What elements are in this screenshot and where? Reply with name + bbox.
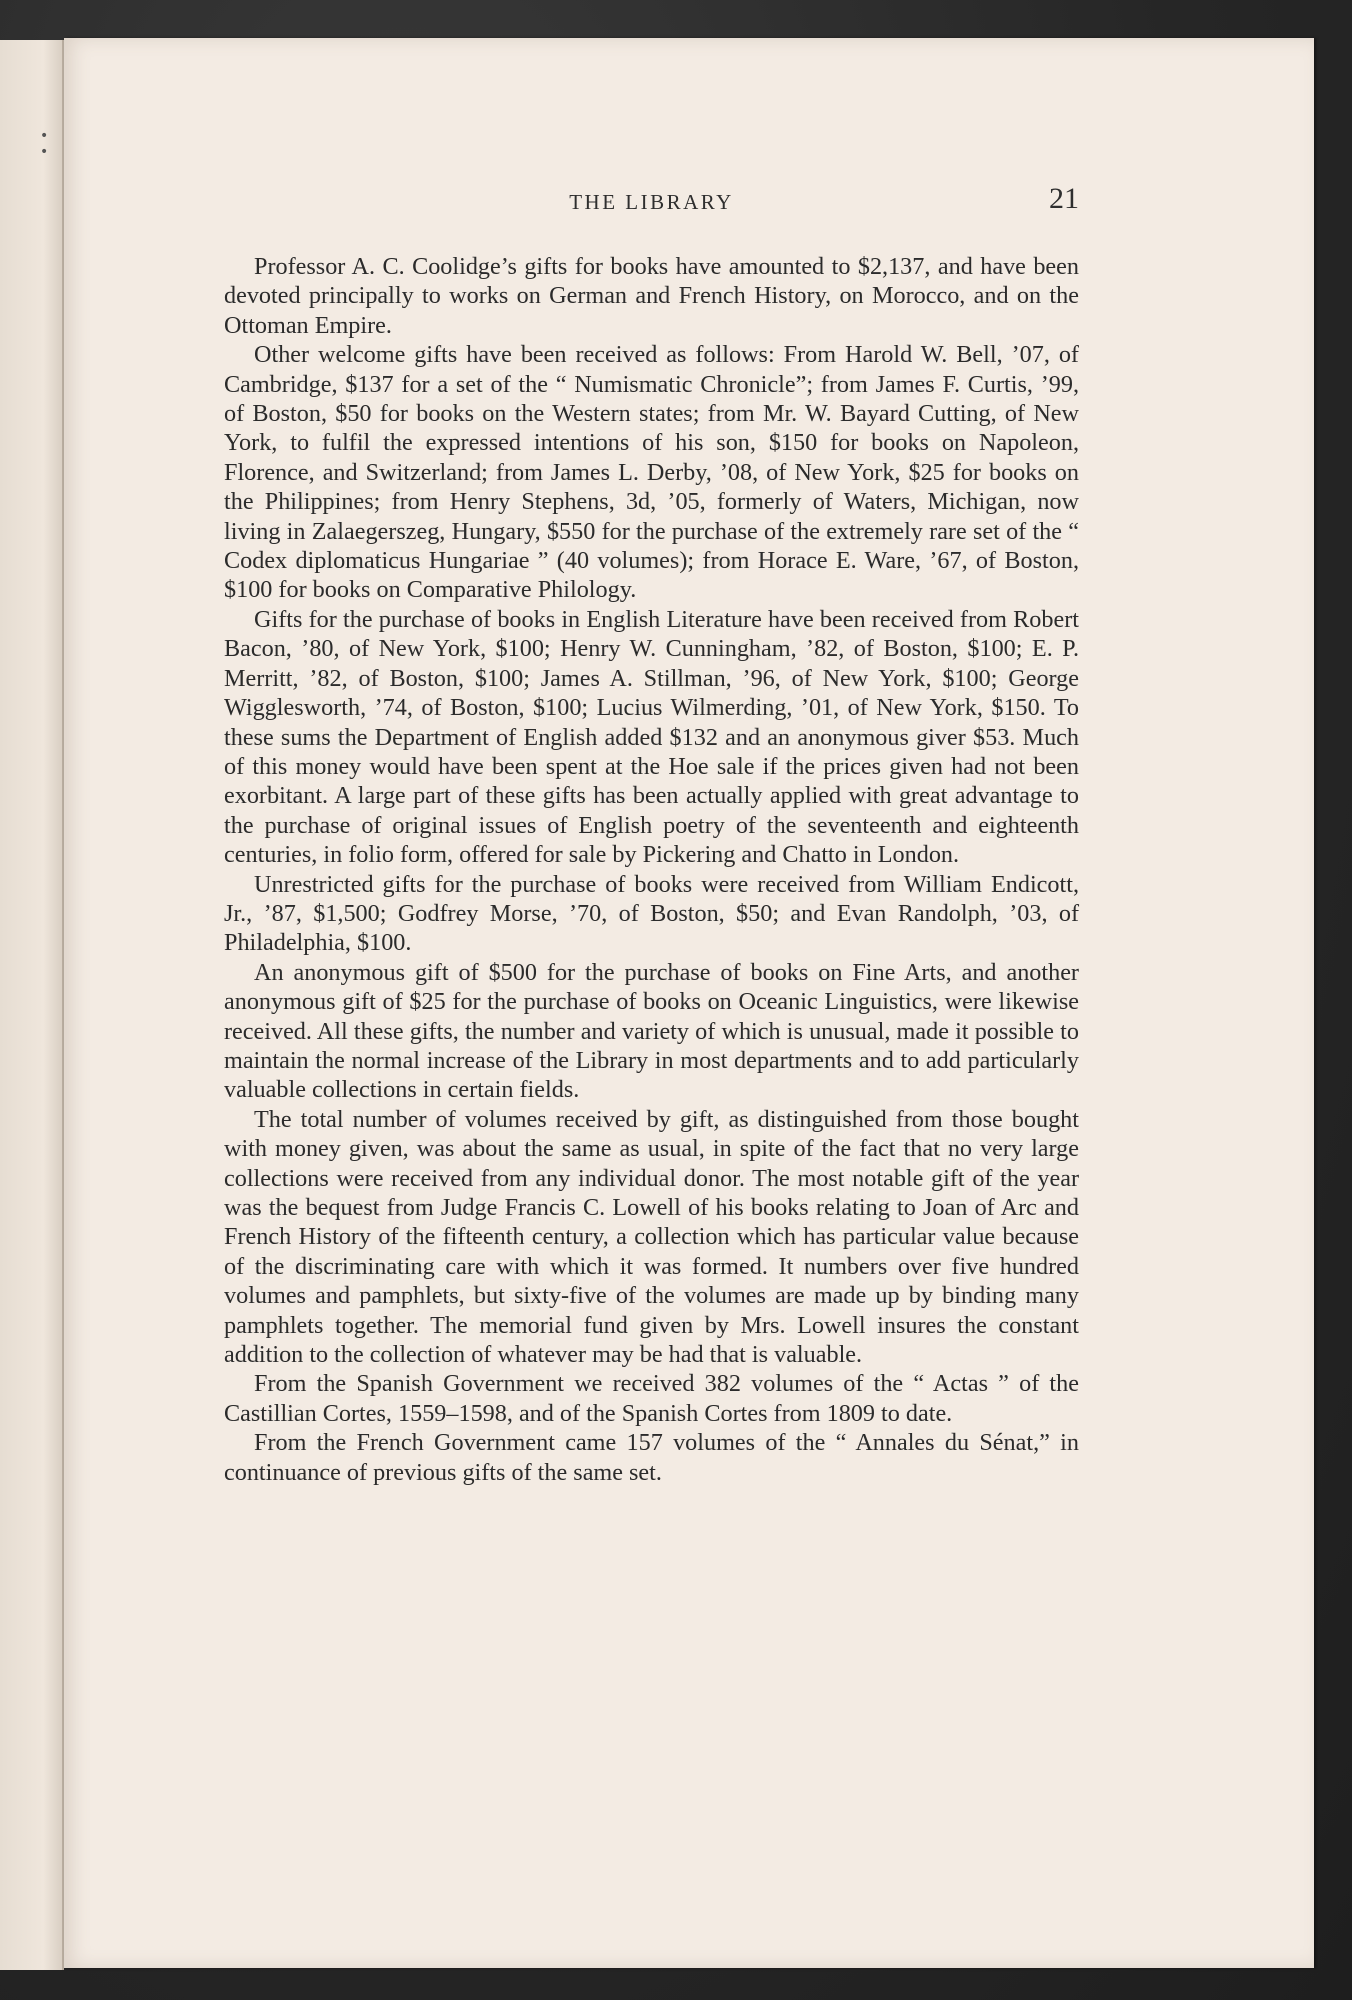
paragraph-other-gifts: Other welcome gifts have been received as follows: From Harold W. Bell, ’07, of Cambridge, $137 for a set of the “ Numismatic Chronicle”; from James F. Curtis, ’99, of Boston, $50 for books on the Western states; from Mr. W. Bayard Cutting, of New York, to fulfil the expressed intentions of his son, $150 for books on Napoleon, Florence, and Switzerland; from James L. Derby, ’08, of New York, $25 for books on the Philippines; from Henry Stephens, 3d, ’05, formerly of Waters, Michigan, now living in Zalaegerszeg, Hungary, $550 for the purchase of the extremely rare set of the “ Codex diplomaticus Hungariae ” (40 volumes); from Horace E. Ware, ’67, of Boston, $100 for books on Comparative Philology. [224, 341, 1079, 604]
paragraph-english-literature: Gifts for the purchase of books in English Literature have been received from Robert Bacon, ’80, of New York, $100; Henry W. Cunningham, ’82, of Boston, $100; E. P. Merritt, ’82, of Boston, $100; James A. Stillman, ’96, of New York, $100; George Wigglesworth, ’74, of Boston, $100; Lucius Wilmerding, ’01, of New York, $150. To these sums the Department of English added $132 and an anonymous giver $53. Much of this money would have been spent at the Hoe sale if the prices given had not been exorbitant. A large part of these gifts has been actually applied with great advantage to the purchase of original issues of English poetry of the seventeenth and eighteenth centuries, in folio form, offered for sale by Pickering and Chatto in London. [224, 605, 1079, 869]
page-number: 21 [1049, 182, 1079, 215]
paragraph-spanish-government: From the Spanish Government we received 382 volumes of the “ Actas ” of the Castillian Cortes, 1559–1598, and of the Spanish Cortes from 1809 to date. [224, 1370, 1079, 1427]
paragraph-french-government: From the French Government came 157 volumes of the “ Annales du Sénat,” in continuance of previous gifts of the same set. [224, 1429, 1079, 1486]
running-head [224, 182, 1079, 226]
body-text [224, 252, 1079, 1487]
paragraph-total-volumes: The total number of volumes received by gift, as distinguished from those bought with money given, was about the same as usual, in spite of the fact that no very large collections were received from any individual donor. The most notable gift of the year was the bequest from Judge Francis C. Lowell of his books relating to Joan of Arc and French History of the fifteenth century, a collection which has particular value because of the discriminating care with which it was formed. It numbers over five hundred volumes and pamphlets, but sixty-five of the volumes are made up by binding many pamphlets together. The memorial fund given by Mrs. Lowell insures the constant addition to the collection of whatever may be had that is valuable. [224, 1105, 1079, 1369]
previous-page-edge [0, 40, 64, 1970]
margin-marks: • • [40, 128, 53, 160]
paragraph-coolidge: Professor A. C. Coolidge’s gifts for books have amounted to $2,137, and have been devoted principally to works on German and French History, on Morocco, and on the Ottoman Empire. [224, 253, 1079, 339]
paragraph-unrestricted-gifts: Unrestricted gifts for the purchase of books were received from William Endicott, Jr., ’87, $1,500; Godfrey Morse, ’70, of Boston, $50; and Evan Randolph, ’03, of Philadelphia, $100. [224, 870, 1079, 957]
paragraph-anonymous-gifts: An anonymous gift of $500 for the purchase of books on Fine Arts, and another anonymous gift of $25 for the purchase of books on Oceanic Linguistics, were likewise received. All these gifts, the number and variety of which is unusual, made it possible to maintain the normal increase of the Library in most departments and to add particularly valuable collections in certain fields. [224, 958, 1079, 1104]
running-title: THE LIBRARY [569, 190, 734, 214]
